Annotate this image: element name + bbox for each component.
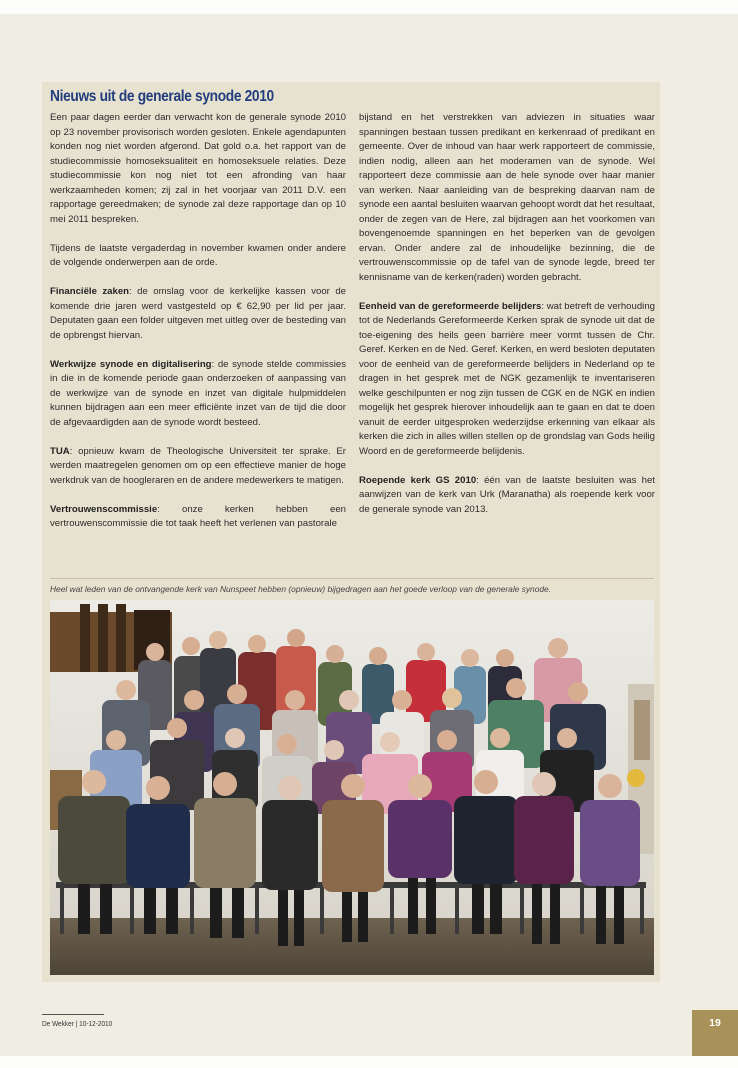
paragraph-financien	[50, 285, 346, 343]
paragraph-roepende-kerk	[359, 474, 655, 518]
paragraph-werkwijze	[50, 358, 346, 431]
heading-vertrouwenscommissie: Vertrouwenscommissie	[50, 503, 158, 515]
paragraph-intro: Een paar dagen eerder dan verwacht kon de generale synode 2010 op 23 november provisorisch worden gesloten. Enkele agendapunten konden nog niet worden afgerond. Dat gold o.a. het rapport van de studiecommissie homoseksualiteit en homoseksuele relaties. Deze studiecommissie kon nog niet tot een afronding van haar werkzaamheden komen; zij zal in het voorjaar van 2011 D.V. een rapportage gereedmaken; de synode zal deze rapportage dan op 10 mei 2011 bespreken.	[50, 112, 346, 225]
body-roepende-kerk: : één van de laatste besluiten was het aanwijzen van de kerk van Urk (Maranatha) als roepende kerk voor de generale synode van 2013.	[359, 474, 655, 515]
left-column	[50, 111, 346, 546]
paragraph-continuation: bijstand en het verstrekken van adviezen in situaties waar spanningen bestaan tussen predikant en kerkenraad of predikant en gemeente. Over de inhoud van haar werk rapporteert de commissie, indien nodig, alleen aan het moderamen van de synode. Wel rapporteert deze commissie aan de hele synode over haar manier van werken. Naar aanleiding van de bespreking daarvan nam de synode een aantal besluiten waarvan gehoopt wordt dat het resultaat, onder de zegen van de Here, zal bijdragen aan het voorkomen van bovengenoemde spanningen en het beperken van de gevolgen ervan. Onder andere zal de inhoudelijke bezinning, die de vertrouwenscommissie op de tafel van de synode legde, breed ter kennisname van de kerken(raden) worden gebracht.	[359, 112, 656, 283]
page-bottom-strip	[0, 1056, 738, 1068]
article-title: Nieuws uit de generale synode 2010	[50, 88, 274, 105]
page-number: 19	[692, 1010, 738, 1056]
caption-divider	[50, 578, 654, 579]
footer-divider	[42, 1014, 104, 1015]
body-eenheid: : wat betreft de verhouding tot de Nederlands Gereformeerde Kerken sprak de synode uit dat de toe-eigening des heils geen barrière meer vormt tussen de Chr. Geref. Kerken en de Ned. Geref. Kerken, en werd besloten deputaten voor de eenheid van de gereformeerde belijders in Nederland op te dragen in het gesprek met de NGK gezamenlijk te inventariseren welke geschilpunten er nog zijn tussen de CGK en de NGK en indien mogelijk het gesprek hierover inhoudelijk aan te gaan en dat te doen vanuit de eerder uitgesproken wederzijdse erkenning van elkaar als kerken die zich in alles willen stellen op de grondslag van Gods heilig Woord en de gereformeerde belijdenis.	[359, 300, 655, 457]
heading-tua: TUA	[50, 445, 70, 457]
body-tua: : opnieuw kwam de Theologische Universiteit ter sprake. Er werden maatregelen genomen om op een effectieve manier de hoge werkdruk van de hoogleraren en de andere medewerkers te matigen.	[50, 445, 346, 486]
photo-caption: Heel wat leden van de ontvangende kerk van Nunspeet hebben (opnieuw) bijgedragen aan het goede verloop van de generale synode.	[50, 584, 552, 594]
group-photo-illustration	[50, 600, 654, 975]
right-column	[359, 111, 655, 532]
heading-eenheid: Eenheid van de gereformeerde belijders	[359, 300, 542, 312]
footer-publication: De Wekker | 10-12-2010	[42, 1019, 113, 1028]
page-top-strip	[0, 0, 738, 14]
paragraph-vertrouwenscommissie	[50, 503, 346, 532]
paragraph-topics: Tijdens de laatste vergaderdag in november kwamen onder andere de volgende onderwerpen aan de orde.	[50, 242, 346, 268]
body-financien: : de omslag voor de kerkelijke kassen voor de komende drie jaren werd vastgesteld op € 62,90 per lid per jaar. Deputaten gaan een folder uitgeven met uitleg over de besteding van de opbrengst hiervan.	[50, 286, 347, 341]
body-vertrouwenscommissie: : onze kerken hebben een vertrouwenscommissie die tot taak heeft het verlenen van pastorale	[50, 503, 346, 529]
heading-werkwijze: Werkwijze synode en digitalisering	[50, 358, 212, 370]
heading-roepende-kerk: Roepende kerk GS 2010	[359, 474, 477, 486]
body-werkwijze: : de synode stelde commissies in die in de komende periode gaan onderzoeken of aanpassing van de werkwijze van de synode en inzet van digitale hulpmiddelen kunnen bijdragen aan een meer efficiënte inzet van de tijd die door de afgevaardigden aan de synode wordt besteed.	[50, 358, 347, 428]
paragraph-tua	[50, 445, 346, 489]
paragraph-eenheid	[359, 300, 655, 460]
group-photo	[50, 600, 654, 975]
heading-financien: Financiële zaken	[50, 286, 130, 297]
